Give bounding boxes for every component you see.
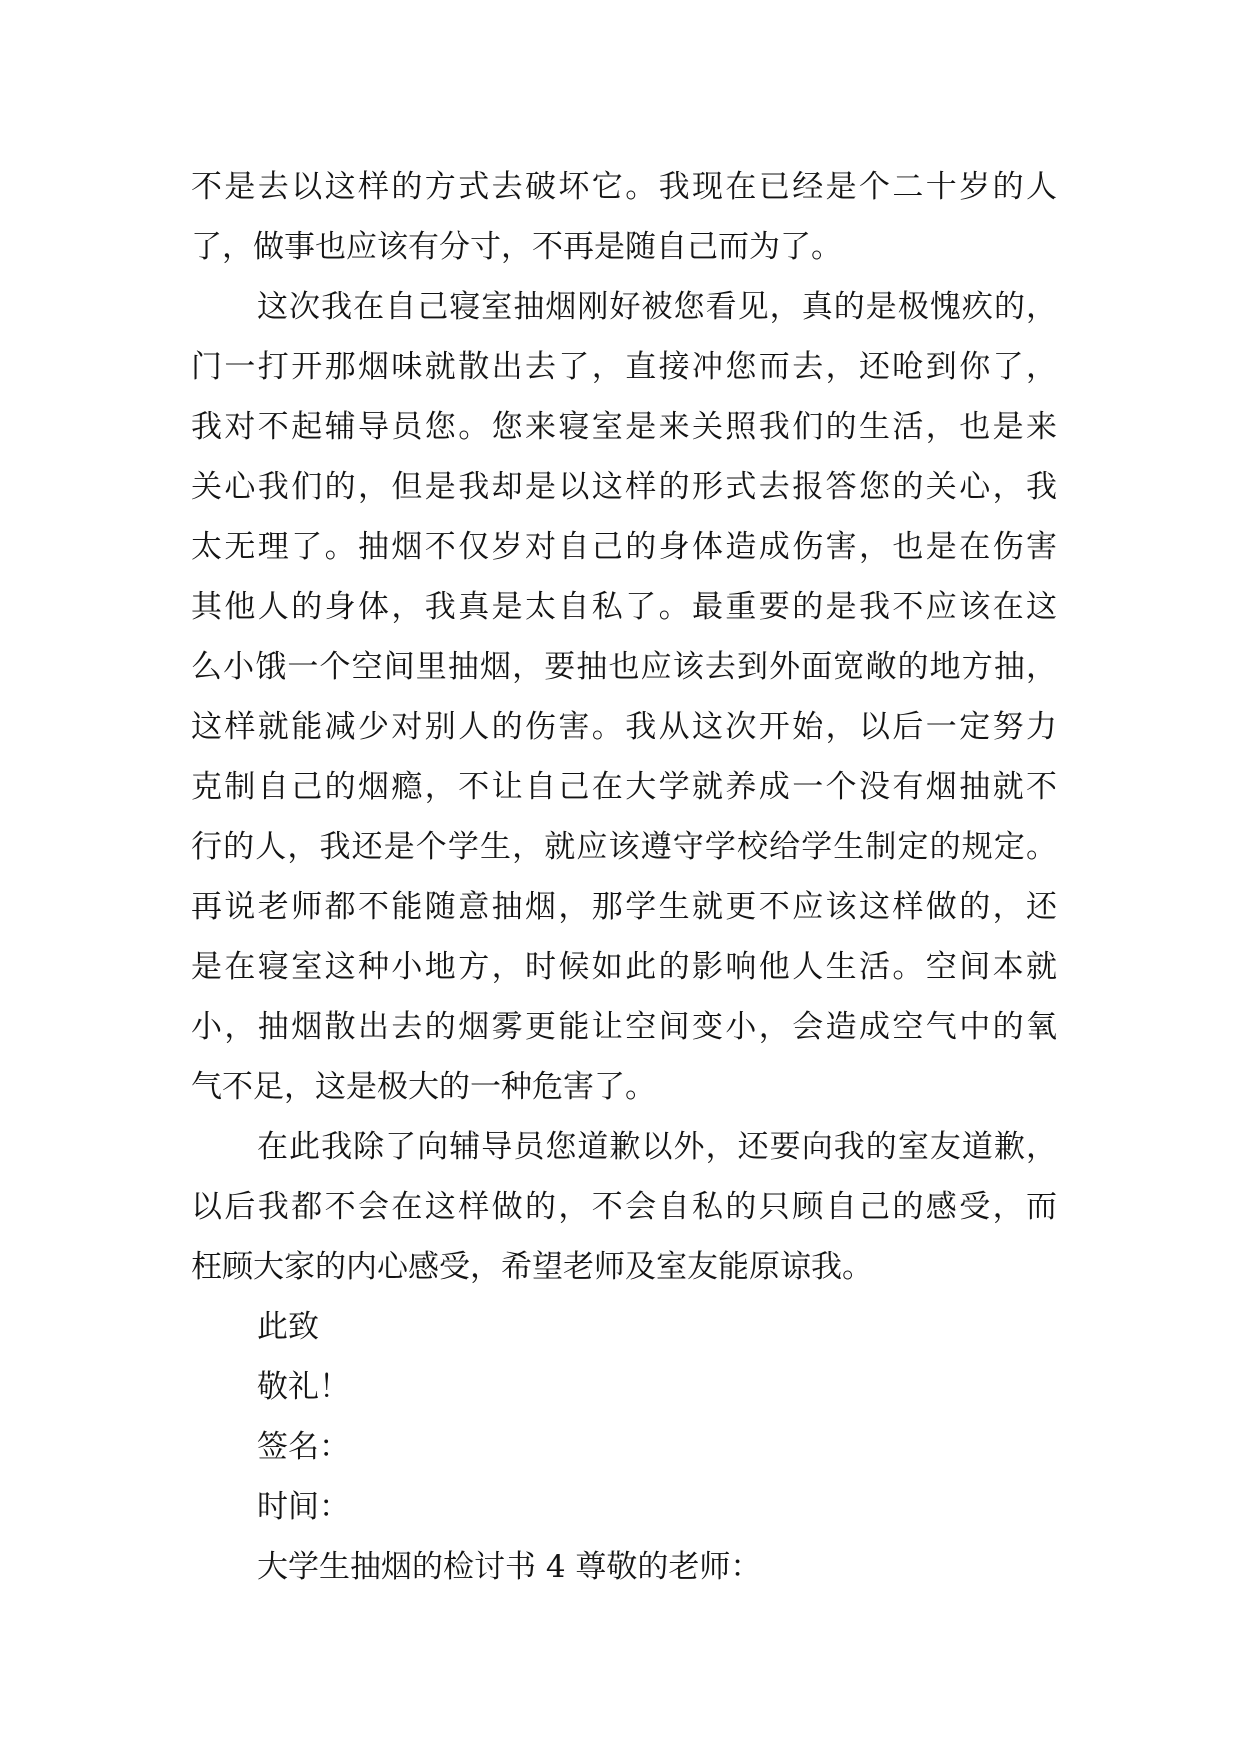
text-line: 再说老师都不能随意抽烟，那学生就更不应该这样做的，还 <box>191 889 1057 925</box>
text-line: 以后我都不会在这样做的，不会自私的只顾自己的感受，而 <box>191 1189 1057 1225</box>
closing-phrase: 此致 <box>257 1309 319 1345</box>
text-line: 这样就能减少对别人的伤害。我从这次开始，以后一定努力 <box>191 709 1057 745</box>
text-line: 是在寝室这种小地方，时候如此的影响他人生活。空间本就 <box>191 949 1057 985</box>
text-line: 太无理了。抽烟不仅岁对自己的身体造成伤害，也是在伤害 <box>191 529 1057 565</box>
signature-label: 签名： <box>257 1429 350 1465</box>
text-line: 了，做事也应该有分寸，不再是随自己而为了。 <box>191 229 842 265</box>
text-line: 其他人的身体，我真是太自私了。最重要的是我不应该在这 <box>191 589 1057 625</box>
next-letter-heading: 大学生抽烟的检讨书 4 尊敬的老师： <box>257 1549 762 1585</box>
text-line: 枉顾大家的内心感受，希望老师及室友能原谅我。 <box>191 1249 873 1285</box>
text-line: 这次我在自己寝室抽烟刚好被您看见，真的是极愧疚的， <box>257 289 1057 325</box>
text-line: 在此我除了向辅导员您道歉以外，还要向我的室友道歉， <box>257 1129 1057 1165</box>
text-line: 不是去以这样的方式去破坏它。我现在已经是个二十岁的人 <box>191 169 1057 205</box>
paragraph-3 <box>191 1117 1057 1297</box>
text-line: 克制自己的烟瘾，不让自己在大学就养成一个没有烟抽就不 <box>191 769 1057 805</box>
text-line: 我对不起辅导员您。您来寝室是来关照我们的生活，也是来 <box>191 409 1057 445</box>
text-line: 关心我们的，但是我却是以这样的形式去报答您的关心，我 <box>191 469 1057 505</box>
text-line: 小，抽烟散出去的烟雾更能让空间变小，会造成空气中的氧 <box>191 1009 1057 1045</box>
text-line: 气不足，这是极大的一种危害了。 <box>191 1069 656 1105</box>
paragraph-2 <box>191 277 1057 1117</box>
salutation: 敬礼！ <box>257 1369 350 1405</box>
text-line: 么小饿一个空间里抽烟，要抽也应该去到外面宽敞的地方抽， <box>191 649 1057 685</box>
text-line: 门一打开那烟味就散出去了，直接冲您而去，还呛到你了， <box>191 349 1057 385</box>
document-body <box>191 157 1057 1597</box>
text-line: 行的人，我还是个学生，就应该遵守学校给学生制定的规定。 <box>191 829 1057 865</box>
date-label: 时间： <box>257 1489 350 1525</box>
paragraph-1 <box>191 157 1057 277</box>
